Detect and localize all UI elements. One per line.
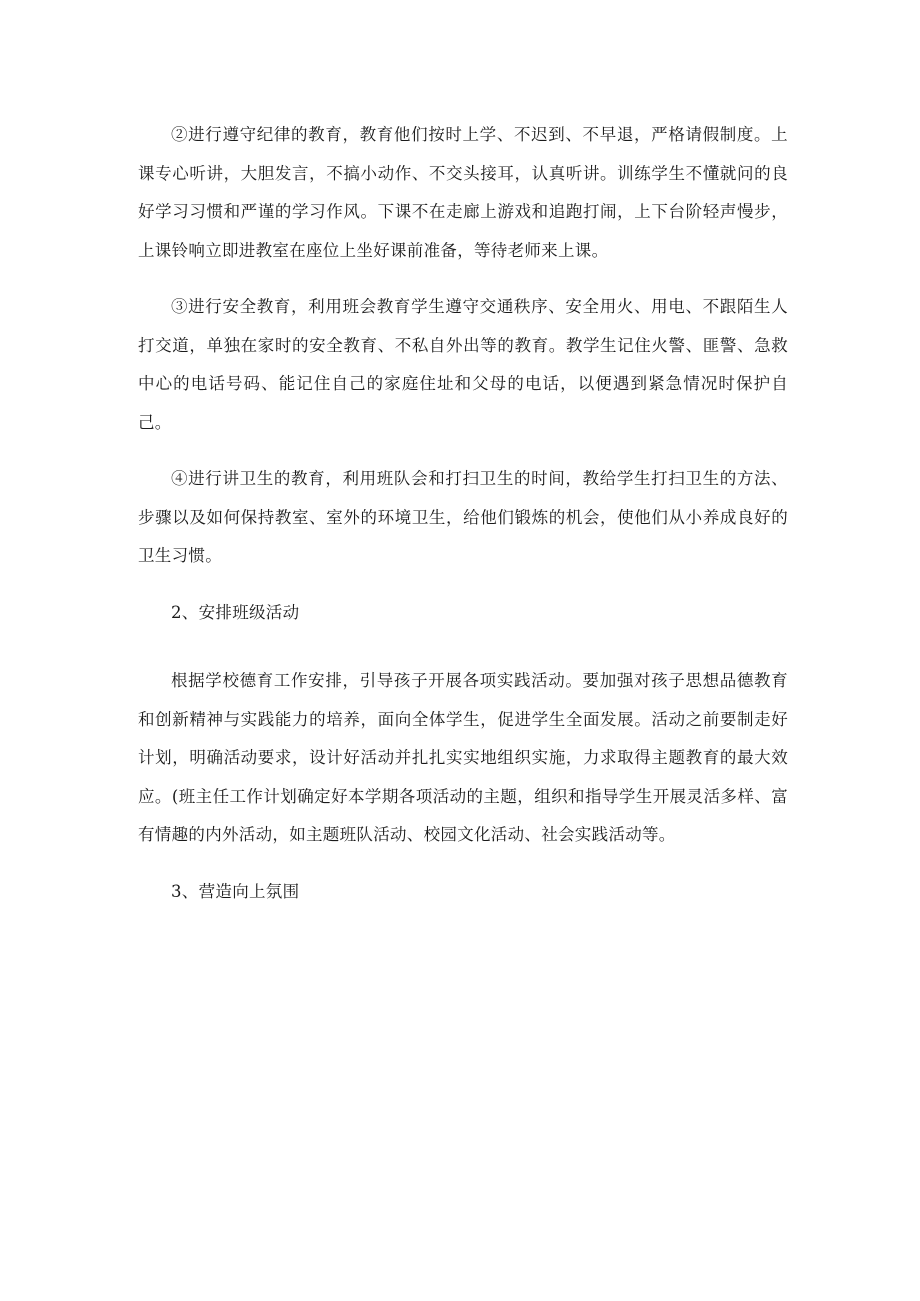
section-heading-activities: 2、安排班级活动: [171, 602, 300, 622]
section-heading-atmosphere: 3、营造向上氛围: [171, 881, 300, 901]
document-body: [138, 116, 788, 929]
paragraph-hygiene: ④进行讲卫生的教育，利用班队会和打扫卫生的时间，教给学生打扫卫生的方法、步骤以及如何保持教室、室外的环境卫生，给他们锻炼的机会，使他们从小养成良好的卫生习惯。: [138, 469, 788, 565]
paragraph-safety: ③进行安全教育，利用班会教育学生遵守交通秩序、安全用火、用电、不跟陌生人打交道，单独在家时的安全教育、不私自外出等的教育。教学生记住火警、匪警、急救中心的电话号码、能记住自己的家庭住址和父母的电话，以便遇到紧急情况时保护自己。: [138, 297, 788, 432]
paragraph-activities: 根据学校德育工作安排，引导孩子开展各项实践活动。要加强对孩子思想品德教育和创新精神与实践能力的培养，面向全体学生，促进学生全面发展。活动之前要制走好计划，明确活动要求，设计好活动并扎扎实实地组织实施，力求取得主题教育的最大效应。(班主任工作计划确定好本学期各项活动的主题，组织和指导学生开展灵活多样、富有情趣的内外活动，如主题班队活动、校园文化活动、社会实践活动等。: [138, 671, 788, 844]
paragraph-discipline: ②进行遵守纪律的教育，教育他们按时上学、不迟到、不早退，严格请假制度。上课专心听讲，大胆发言，不搞小动作、不交头接耳，认真听讲。训练学生不懂就问的良好学习习惯和严谨的学习作风。下课不在走廊上游戏和追跑打闹，上下台阶轻声慢步，上课铃响立即进教室在座位上坐好课前准备，等待老师来上课。: [138, 125, 788, 260]
